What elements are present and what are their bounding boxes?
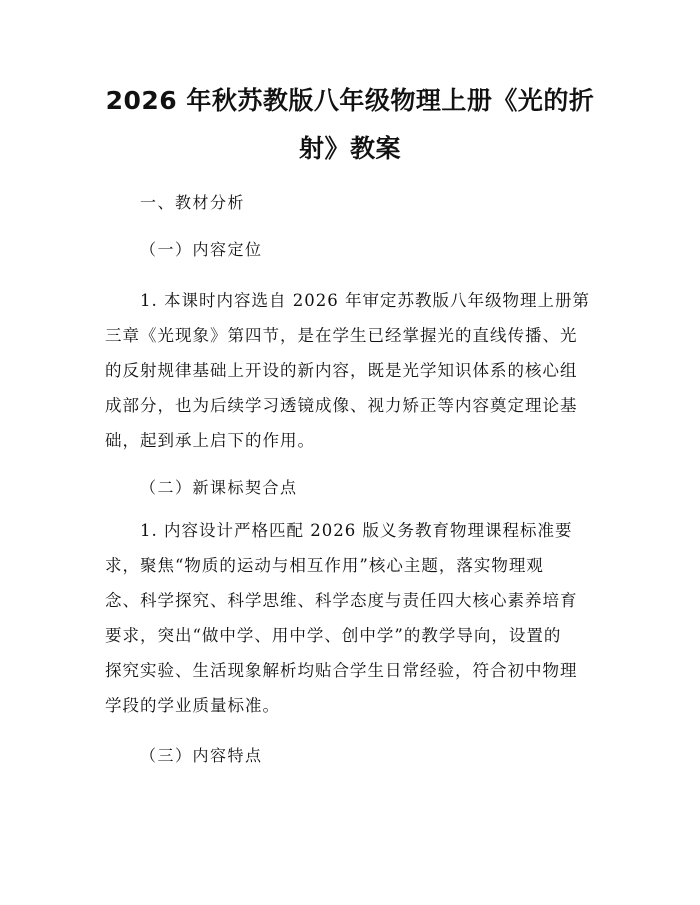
paragraph-line: 的反射规律基础上开设的新内容，既是光学知识体系的核心组 xyxy=(105,361,578,380)
paragraph-line: 探究实验、生活现象解析均贴合学生日常经验，符合初中物理 xyxy=(105,661,578,680)
section-heading-1: 一、教材分析 xyxy=(140,193,246,212)
paragraph-line: 求，聚焦“物质的运动与相互作用”核心主题，落实物理观 xyxy=(105,556,544,575)
paragraph-line: 成部分，也为后续学习透镜成像、视力矫正等内容奠定理论基 xyxy=(105,396,578,415)
paragraph-line: 三章《光现象》第四节，是在学生已经掌握光的直线传播、光 xyxy=(105,326,578,345)
document-title-line-2: 射》教案 xyxy=(298,134,401,163)
subsection-heading-1: （一）内容定位 xyxy=(140,240,263,259)
paragraph-curriculum-alignment xyxy=(105,513,595,723)
paragraph-line: 1. 本课时内容选自 2026 年审定苏教版八年级物理上册第 xyxy=(105,291,590,310)
paragraph-content-positioning xyxy=(105,283,595,458)
paragraph-line: 学段的学业质量标准。 xyxy=(105,696,280,715)
subsection-heading-2: （二）新课标契合点 xyxy=(140,478,298,497)
paragraph-line: 础，起到承上启下的作用。 xyxy=(105,431,315,450)
subsection-heading-3: （三）内容特点 xyxy=(140,746,263,765)
paragraph-line: 念、科学探究、科学思维、科学态度与责任四大核心素养培育 xyxy=(105,591,578,610)
paragraph-line: 1. 内容设计严格匹配 2026 版义务教育物理课程标准要 xyxy=(105,521,573,540)
document-title-line-1: 2026 年秋苏教版八年级物理上册《光的折 xyxy=(105,86,595,115)
paragraph-line: 要求，突出“做中学、用中学、创中学”的教学导向，设置的 xyxy=(105,626,562,645)
